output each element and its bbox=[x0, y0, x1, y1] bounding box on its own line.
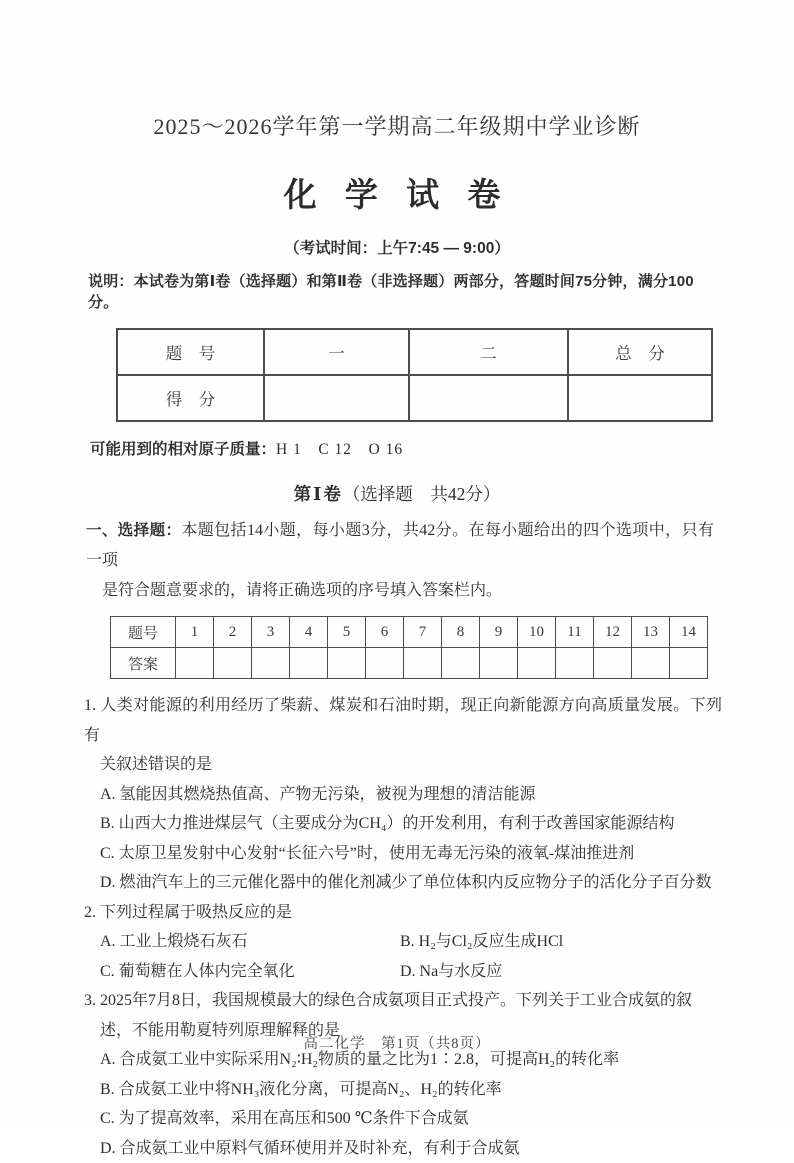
question-1 bbox=[0, 691, 794, 898]
section-1-title-detail: （选择题 共42分） bbox=[343, 484, 501, 504]
section-1-directions-prefix: 一、选择题： bbox=[86, 522, 181, 539]
atomic-mass-label: 可能用到的相对原子质量： bbox=[90, 441, 276, 458]
answer-grid-blank-cell bbox=[290, 648, 328, 679]
section-1-directions-line2: 是符合题意要求的，请将正确选项的序号填入答案栏内。 bbox=[102, 576, 714, 606]
subject-title: 化 学 试 卷 bbox=[0, 169, 794, 216]
answer-grid-blank-cell bbox=[518, 648, 556, 679]
score-cell-one bbox=[264, 375, 409, 421]
answer-grid-number: 4 bbox=[290, 617, 328, 648]
question-2 bbox=[0, 898, 794, 987]
question-2-option-row-2 bbox=[100, 957, 794, 987]
answer-grid-number: 12 bbox=[594, 617, 632, 648]
score-table-col-two: 二 bbox=[409, 329, 568, 375]
question-2-option-c: C. 葡萄糖在人体内完全氧化 bbox=[100, 957, 400, 987]
question-1-option-a: A. 氢能因其燃烧热值高、产物无污染，被视为理想的清洁能源 bbox=[100, 780, 722, 810]
answer-grid-number: 5 bbox=[328, 617, 366, 648]
section-1-directions bbox=[86, 516, 714, 606]
question-2-number: 2. bbox=[84, 904, 96, 921]
question-2-option-b: B. H₂与Cl₂反应生成HCl bbox=[400, 927, 563, 957]
answer-grid-number: 7 bbox=[404, 617, 442, 648]
answer-grid-blank-cell bbox=[176, 648, 214, 679]
question-1-option-b: B. 山西大力推进煤层气（主要成分为CH₄）的开发利用，有利于改善国家能源结构 bbox=[100, 809, 722, 839]
atomic-mass-note bbox=[90, 437, 794, 459]
answer-grid-table bbox=[110, 616, 708, 679]
score-table bbox=[116, 328, 713, 422]
answer-grid-number: 11 bbox=[556, 617, 594, 648]
exam-instructions: 说明：本试卷为第Ⅰ卷（选择题）和第Ⅱ卷（非选择题）两部分，答题时间75分钟，满分100分。 bbox=[88, 270, 710, 312]
answer-grid-blank-cell bbox=[670, 648, 708, 679]
answer-grid-blank-cell bbox=[480, 648, 518, 679]
question-3-number: 3. bbox=[84, 992, 96, 1009]
answer-grid-blank-cell bbox=[252, 648, 290, 679]
question-2-option-d: D. Na与水反应 bbox=[400, 957, 502, 987]
section-1-directions-line1 bbox=[86, 516, 714, 576]
answer-grid-question-label: 题号 bbox=[111, 617, 176, 648]
session-title: 2025～2026学年第一学期高二年级期中学业诊断 bbox=[0, 0, 794, 141]
answer-grid-number: 2 bbox=[214, 617, 252, 648]
score-table-question-label: 题 号 bbox=[117, 329, 264, 375]
section-1-title-volume: 第Ⅰ卷 bbox=[294, 484, 343, 504]
score-cell-two bbox=[409, 375, 568, 421]
question-1-option-c: C. 太原卫星发射中心发射“长征六号”时，使用无毒无污染的液氧-煤油推进剂 bbox=[100, 839, 722, 869]
question-1-stem bbox=[84, 691, 722, 750]
question-3-option-c: C. 为了提高效率，采用在高压和500 ℃条件下合成氨 bbox=[100, 1104, 722, 1134]
answer-grid-blank-cell bbox=[404, 648, 442, 679]
section-1-title bbox=[0, 481, 794, 506]
answer-grid-number: 3 bbox=[252, 617, 290, 648]
answer-grid-number-row bbox=[111, 617, 708, 648]
page-footer: 高二化学 第1页（共8页） bbox=[0, 1032, 794, 1053]
question-3-stem-continued: 述，不能用勒夏特列原理解释的是 bbox=[100, 1016, 722, 1046]
answer-grid-blank-cell bbox=[442, 648, 480, 679]
answer-grid-blank-cell bbox=[632, 648, 670, 679]
question-2-stem-text: 下列过程属于吸热反应的是 bbox=[100, 904, 292, 921]
question-3 bbox=[0, 986, 794, 1163]
atomic-mass-values: H 1 C 12 O 16 bbox=[276, 441, 403, 458]
question-1-number: 1. bbox=[84, 697, 96, 714]
answer-grid-number: 13 bbox=[632, 617, 670, 648]
answer-grid-answer-row bbox=[111, 648, 708, 679]
score-table-col-one: 一 bbox=[264, 329, 409, 375]
answer-grid-blank-cell bbox=[214, 648, 252, 679]
answer-grid-blank-cell bbox=[328, 648, 366, 679]
question-2-option-row-1 bbox=[100, 927, 794, 957]
answer-grid-number: 1 bbox=[176, 617, 214, 648]
question-3-option-a: A. 合成氨工业中实际采用N₂∶H₂物质的量之比为1∶2.8，可提高H₂的转化率 bbox=[100, 1045, 722, 1075]
question-2-option-a: A. 工业上煅烧石灰石 bbox=[100, 927, 400, 957]
question-2-stem bbox=[84, 898, 722, 928]
answer-grid-blank-cell bbox=[556, 648, 594, 679]
section-1-directions-text: 本题包括14小题，每小题3分，共42分。在每小题给出的四个选项中，只有一项 bbox=[86, 522, 714, 569]
score-table-score-label: 得 分 bbox=[117, 375, 264, 421]
score-cell-total bbox=[568, 375, 712, 421]
question-1-stem-continued: 关叙述错误的是 bbox=[100, 750, 722, 780]
answer-grid-number: 6 bbox=[366, 617, 404, 648]
answer-grid-number: 9 bbox=[480, 617, 518, 648]
answer-grid-blank-cell bbox=[594, 648, 632, 679]
question-1-stem-text: 人类对能源的利用经历了柴薪、煤炭和石油时期，现正向新能源方向高质量发展。下列有 bbox=[84, 697, 722, 744]
answer-grid-number: 8 bbox=[442, 617, 480, 648]
answer-grid-answer-label: 答案 bbox=[111, 648, 176, 679]
answer-grid-number: 14 bbox=[670, 617, 708, 648]
score-table-col-total: 总 分 bbox=[568, 329, 712, 375]
exam-time-note: （考试时间：上午7:45 — 9:00） bbox=[0, 236, 794, 258]
answer-grid-number: 10 bbox=[518, 617, 556, 648]
question-list bbox=[0, 691, 794, 1163]
question-3-option-d: D. 合成氨工业中原料气循环使用并及时补充，有利于合成氨 bbox=[100, 1134, 722, 1163]
question-3-stem bbox=[84, 986, 722, 1016]
question-3-stem-text: 2025年7月8日，我国规模最大的绿色合成氨项目正式投产。下列关于工业合成氨的叙 bbox=[100, 992, 692, 1009]
question-3-option-b: B. 合成氨工业中将NH₃液化分离，可提高N₂、H₂的转化率 bbox=[100, 1075, 722, 1105]
score-table-score-row bbox=[117, 375, 712, 421]
question-1-option-d: D. 燃油汽车上的三元催化器中的催化剂减少了单位体积内反应物分子的活化分子百分数 bbox=[100, 868, 722, 898]
answer-grid-blank-cell bbox=[366, 648, 404, 679]
score-table-header-row bbox=[117, 329, 712, 375]
